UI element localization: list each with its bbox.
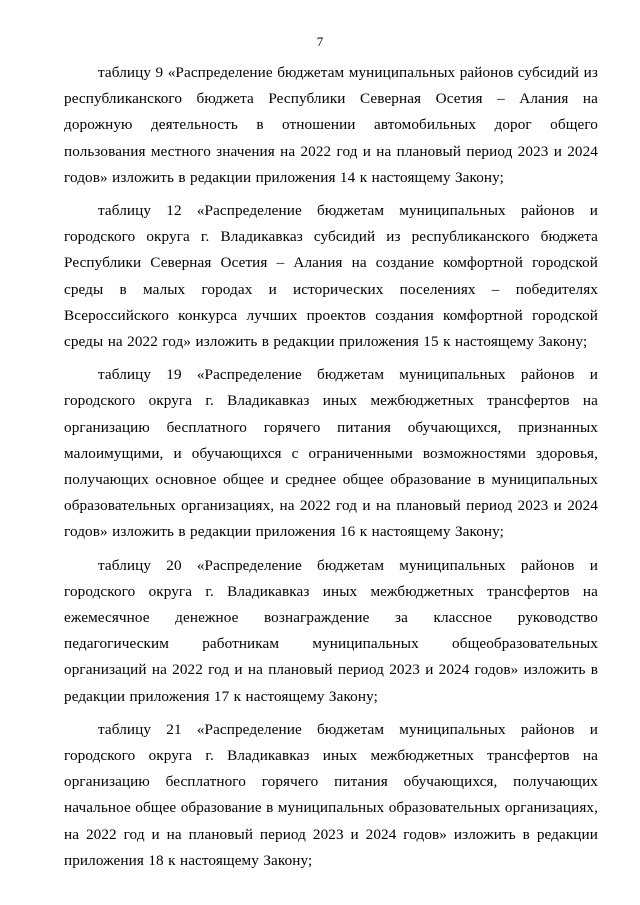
paragraph-table-12: таблицу 12 «Распределение бюджетам муниципальных районов и городского округа г. Владикавказ субсидий из республиканского бюджета Республики Северная Осетия – Алания на создание комфортной городской среды в малых городах и исторических поселениях – победителях Всероссийского конкурса лучших проектов создания комфортной городской среды на 2022 год» изложить в редакции приложения 15 к настоящему Закону;	[64, 202, 598, 351]
document-body	[64, 60, 598, 881]
paragraph-table-21: таблицу 21 «Распределение бюджетам муниципальных районов и городского округа г. Владикавказ иных межбюджетных трансфертов на организацию бесплатного горячего питания обучающихся, получающих начальное общее образование в муниципальных образовательных организациях, на 2022 год и на плановый период 2023 и 2024 годов» изложить в редакции приложения 18 к настоящему Закону;	[64, 720, 598, 869]
paragraph-table-9: таблицу 9 «Распределение бюджетам муниципальных районов субсидий из республиканского бюджета Республики Северная Осетия – Алания на дорожную деятельность в отношении автомобильных дорог общего пользования местного значения на 2022 год и на плановый период 2023 и 2024 годов» изложить в редакции приложения 14 к настоящему Закону;	[64, 64, 598, 186]
paragraph-table-19: таблицу 19 «Распределение бюджетам муниципальных районов и городского округа г. Владикавказ иных межбюджетных трансфертов на организацию бесплатного горячего питания обучающихся, признанных малоимущими, и обучающихся с ограниченными возможностями здоровья, получающих основное общее и среднее общее образование в муниципальных образовательных организациях, на 2022 год и на плановый период 2023 и 2024 годов» изложить в редакции приложения 16 к настоящему Закону;	[64, 366, 598, 541]
page-number: 7	[316, 34, 324, 49]
paragraph-table-20: таблицу 20 «Распределение бюджетам муниципальных районов и городского округа г. Владикавказ иных межбюджетных трансфертов на ежемесячное денежное вознаграждение за классное руководство педагогическим работникам муниципальных общеобразовательных организаций на 2022 год и на плановый период 2023 и 2024 годов» изложить в редакции приложения 17 к настоящему Закону;	[64, 556, 598, 705]
